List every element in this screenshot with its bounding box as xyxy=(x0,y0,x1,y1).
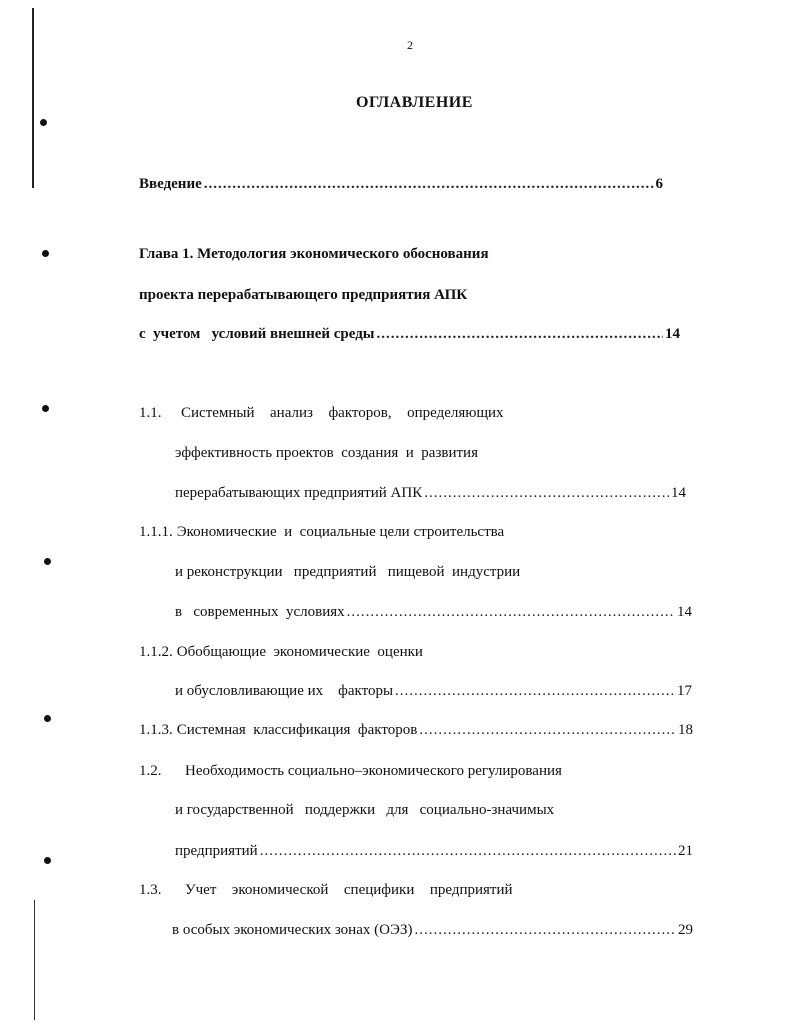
toc-entry-intro[interactable] xyxy=(139,176,663,193)
toc-entry-text: в особых экономических зонах (ОЭЗ) xyxy=(172,922,413,938)
toc-section-line[interactable] xyxy=(175,485,686,502)
toc-section-line[interactable] xyxy=(175,604,692,621)
toc-section-line[interactable] xyxy=(139,722,693,739)
toc-chapter-line[interactable] xyxy=(139,287,467,304)
toc-entry-page: 14 xyxy=(665,326,680,342)
toc-section-line[interactable] xyxy=(139,763,562,780)
dot-leader xyxy=(424,485,669,502)
toc-section-number: 1.1. xyxy=(139,405,162,421)
toc-entry-page: 21 xyxy=(678,843,693,859)
toc-entry-text: Необходимость социально–экономического регулирования xyxy=(185,763,562,779)
toc-chapter-line[interactable] xyxy=(139,246,489,263)
toc-section-line[interactable] xyxy=(175,802,554,819)
dot-leader xyxy=(377,326,663,343)
punch-hole-mark xyxy=(44,715,51,722)
toc-section-line[interactable] xyxy=(175,564,520,581)
punch-hole-mark xyxy=(42,405,49,412)
toc-section-number: 1.1.2. xyxy=(139,644,173,660)
scan-edge-line xyxy=(34,900,35,1020)
toc-section-line[interactable] xyxy=(139,524,504,541)
toc-section-line[interactable] xyxy=(175,683,692,700)
toc-entry-text: Системная классификация факторов xyxy=(176,722,418,738)
toc-section-line[interactable] xyxy=(175,445,478,462)
toc-entry-text: проекта перерабатывающего предприятия АПК xyxy=(139,287,468,303)
dot-leader xyxy=(415,922,676,939)
toc-section-line[interactable] xyxy=(139,405,504,422)
toc-section-number: 1.1.3. xyxy=(139,722,173,738)
toc-entry-page: 14 xyxy=(671,485,686,501)
dot-leader xyxy=(204,176,654,193)
dot-leader xyxy=(419,722,676,739)
toc-entry-page: 29 xyxy=(678,922,693,938)
toc-entry-text: в современных условиях xyxy=(175,604,345,620)
punch-hole-mark xyxy=(40,119,47,126)
toc-section-line[interactable] xyxy=(175,843,693,860)
punch-hole-mark xyxy=(44,857,51,864)
toc-entry-text: Глава 1. Методология экономического обоснования xyxy=(139,246,489,262)
toc-section-line[interactable] xyxy=(139,644,423,661)
toc-entry-page: 6 xyxy=(655,176,663,192)
toc-entry-text: с учетом условий внешней среды xyxy=(139,326,375,342)
dot-leader xyxy=(395,683,675,700)
page-title: ОГЛАВЛЕНИЕ xyxy=(356,94,473,111)
toc-entry-text: и реконструкции предприятий пищевой индустрии xyxy=(175,564,521,580)
toc-entry-text: перерабатывающих предприятий АПК xyxy=(175,485,423,501)
toc-entry-page: 18 xyxy=(678,722,693,738)
toc-entry-text: предприятий xyxy=(175,843,258,859)
toc-entry-text: и государственной поддержки для социально-значимых xyxy=(175,802,555,818)
dot-leader xyxy=(347,604,675,621)
toc-section-line[interactable] xyxy=(139,882,513,899)
page-number: 2 xyxy=(407,38,413,52)
toc-chapter-line[interactable] xyxy=(139,326,680,343)
toc-entry-text: Введение xyxy=(139,176,202,192)
toc-entry-text: Системный анализ факторов, определяющих xyxy=(181,405,504,421)
toc-section-line[interactable] xyxy=(172,922,693,939)
toc-entry-text: Обобщающие экономические оценки xyxy=(176,644,423,660)
toc-section-number: 1.3. xyxy=(139,882,162,898)
toc-entry-page: 14 xyxy=(677,604,692,620)
toc-section-number: 1.1.1. xyxy=(139,524,173,540)
dot-leader xyxy=(260,843,676,860)
toc-entry-text: эффективность проектов создания и развития xyxy=(175,445,478,461)
toc-entry-text: Экономические и социальные цели строительства xyxy=(176,524,505,540)
toc-section-number: 1.2. xyxy=(139,763,162,779)
punch-hole-mark xyxy=(44,558,51,565)
scan-edge-line xyxy=(32,8,34,188)
toc-entry-text: и обусловливающие их факторы xyxy=(175,683,394,699)
toc-entry-page: 17 xyxy=(677,683,692,699)
punch-hole-mark xyxy=(42,250,49,257)
toc-entry-text: Учет экономической специфики предприятий xyxy=(185,882,513,898)
